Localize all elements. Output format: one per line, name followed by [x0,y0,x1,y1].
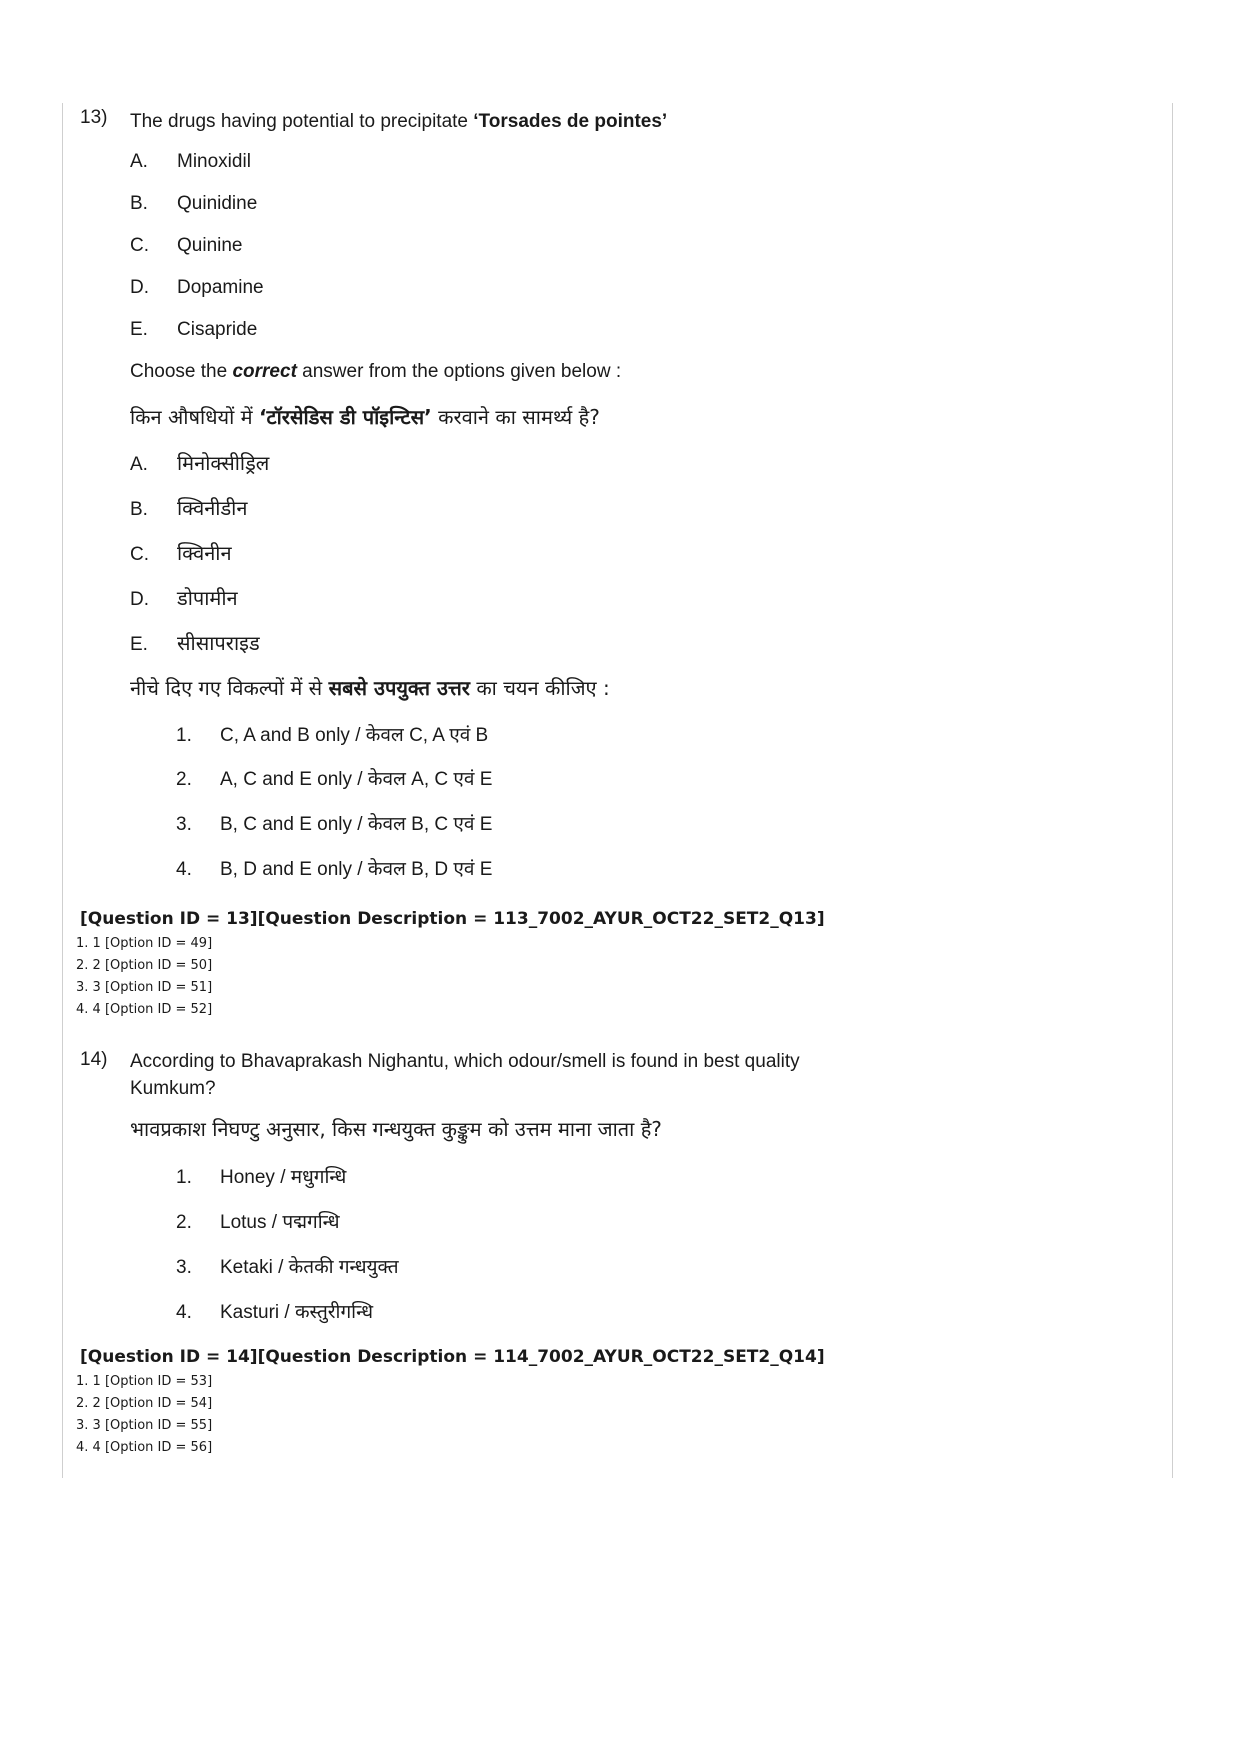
option-letter: E. [130,319,148,340]
option-id-list [76,1371,212,1459]
answer-number: 3. [176,1257,192,1278]
question-text-hindi [130,403,600,430]
option-id-list [76,933,212,1021]
option-en-c [130,235,243,257]
option-letter: B. [130,499,148,520]
answer-number: 2. [176,769,192,790]
option-en-e [130,319,257,341]
answer-choice-3 [176,810,492,836]
answer-choice-1 [176,721,488,747]
answer-choice-4 [176,855,492,881]
hindi-text: का चयन कीजिए : [469,676,610,700]
option-letter: D. [130,589,149,610]
answer-text: C, A and B only / केवल C, A एवं B [220,725,489,746]
question-meta: [Question ID = 14][Question Description = 114_7002_AYUR_OCT22_SET2_Q14] [80,1347,825,1367]
answer-text: B, C and E only / केवल B, C एवं E [220,814,493,835]
option-letter: B. [130,193,148,214]
option-text: क्विनीडीन [177,496,248,520]
option-id-row: 2. 2 [Option ID = 54] [76,1396,213,1411]
hindi-text-bold: सबसे उपयुक्त उत्तर [328,676,470,700]
question-meta: [Question ID = 13][Question Description = 113_7002_AYUR_OCT22_SET2_Q13] [80,909,825,929]
answer-choice-1 [176,1163,346,1189]
option-letter: C. [130,235,149,256]
option-letter: E. [130,634,148,655]
question-text [130,108,667,135]
instruction-text: Choose the [130,361,233,382]
answer-text: Kasturi / कस्तुरीगन्धि [220,1302,374,1323]
question-text [130,1048,800,1102]
answer-choice-2 [176,1208,340,1234]
question-text-line: Kumkum? [130,1078,216,1099]
option-text: Quinidine [177,193,258,214]
option-text: Quinine [177,235,243,256]
option-id-row: 1. 1 [Option ID = 49] [76,936,213,951]
question-number: 13) [80,107,108,128]
question-text-line: According to Bhavaprakash Nighantu, which odour/smell is found in best quality [130,1051,800,1072]
option-id-row: 3. 3 [Option ID = 51] [76,980,213,995]
answer-number: 4. [176,859,192,880]
option-text: सीसापराइड [177,631,260,655]
answer-choice-2 [176,765,492,791]
answer-text: B, D and E only / केवल B, D एवं E [220,859,493,880]
choose-instruction-hindi [130,674,610,701]
option-id-row: 4. 4 [Option ID = 52] [76,1002,213,1017]
option-id-row: 3. 3 [Option ID = 55] [76,1418,213,1433]
option-text: Dopamine [177,277,264,298]
answer-text: Ketaki / केतकी गन्धयुक्त [220,1257,399,1278]
choose-instruction-en [130,361,621,383]
answer-number: 1. [176,725,192,746]
question-text-bold: ‘Torsades de pointes’ [473,111,668,132]
page-border-right [1172,103,1173,1478]
answer-number: 1. [176,1167,192,1188]
hindi-text: करवाने का सामर्थ्य है? [431,405,600,429]
option-id-row: 4. 4 [Option ID = 56] [76,1440,213,1455]
answer-text: Honey / मधुगन्धि [220,1167,347,1188]
option-hi-a [130,449,269,476]
option-letter: A. [130,151,148,172]
answer-text: A, C and E only / केवल A, C एवं E [220,769,493,790]
answer-number: 4. [176,1302,192,1323]
answer-choice-3 [176,1253,399,1279]
answer-choice-4 [176,1298,373,1324]
option-text: डोपामीन [177,586,238,610]
answer-text: Lotus / पद्मगन्धि [220,1212,340,1233]
hindi-text-bold: ‘टॉरसेडिस डी पॉइन्टिस’ [258,405,432,429]
option-text: मिनोक्सीड्रिल [177,451,270,475]
answer-number: 3. [176,814,192,835]
option-letter: A. [130,454,148,475]
option-hi-b [130,494,247,521]
question-text-hindi: भावप्रकाश निघण्टु अनुसार, किस गन्धयुक्त कुङ्कुम को उत्तम माना जाता है? [130,1117,662,1141]
option-letter: D. [130,277,149,298]
question-text-plain: The drugs having potential to precipitate [130,111,474,132]
page-border-left [62,103,63,1478]
hindi-text: नीचे दिए गए विकल्पों में से [130,676,329,700]
option-hi-c [130,539,232,566]
option-en-b [130,193,257,215]
question-number: 14) [80,1049,108,1070]
hindi-text: किन औषधियों में [130,405,259,429]
option-text: Minoxidil [177,151,251,172]
option-hi-e [130,629,260,656]
answer-number: 2. [176,1212,192,1233]
option-id-row: 2. 2 [Option ID = 50] [76,958,213,973]
option-en-d [130,277,264,299]
option-letter: C. [130,544,149,565]
option-en-a [130,151,251,173]
option-id-row: 1. 1 [Option ID = 53] [76,1374,213,1389]
option-hi-d [130,584,238,611]
option-text: Cisapride [177,319,258,340]
instruction-text: answer from the options given below : [296,361,622,382]
instruction-emphasis: correct [232,361,297,382]
option-text: क्विनीन [177,541,232,565]
